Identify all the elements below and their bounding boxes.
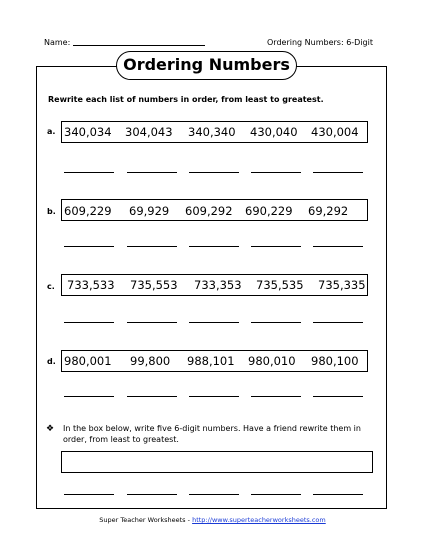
answer-line[interactable] [313,494,363,495]
answer-line[interactable] [127,322,177,323]
answer-line[interactable] [313,172,363,173]
number: 340,034 [64,125,112,139]
answer-line[interactable] [189,246,239,247]
answer-line[interactable] [189,172,239,173]
footer [0,516,425,524]
answer-line[interactable] [64,172,114,173]
answer-line[interactable] [251,494,301,495]
answer-line[interactable] [127,396,177,397]
page-title: Ordering Numbers [116,51,297,80]
number: 609,229 [64,204,112,218]
write-numbers-box[interactable] [61,451,373,473]
bonus-instructions: In the box below, write five 6-digit numbers. Have a friend rewrite them in order, from least to greatest. [63,424,361,444]
answer-line[interactable] [313,322,363,323]
answer-line[interactable] [251,246,301,247]
name-field-line[interactable] [73,45,205,46]
number: 980,010 [248,354,296,368]
number: 735,335 [318,278,366,292]
footer-site-name: Super Teacher Worksheets [99,516,186,524]
answer-line[interactable] [127,246,177,247]
number: 69,292 [308,204,349,218]
answer-line[interactable] [64,322,114,323]
number: 980,001 [64,354,112,368]
number: 99,800 [130,354,171,368]
answer-line[interactable] [313,396,363,397]
answer-line[interactable] [189,322,239,323]
number: 735,535 [256,278,304,292]
answer-line[interactable] [64,396,114,397]
number: 69,929 [129,204,170,218]
answer-line[interactable] [313,246,363,247]
answer-line[interactable] [64,246,114,247]
worksheet-title: Ordering Numbers: 6-Digit [267,38,373,47]
answer-line[interactable] [64,494,114,495]
answer-line[interactable] [251,396,301,397]
item-letter-b: b. [47,207,56,216]
number: 733,533 [67,278,115,292]
answer-line[interactable] [189,494,239,495]
answer-line[interactable] [127,172,177,173]
bullet-icon: ❖ [46,424,55,434]
answer-line[interactable] [189,396,239,397]
name-label: Name: [44,38,71,47]
item-letter-c: c. [47,282,55,291]
number: 609,292 [185,204,233,218]
answer-line[interactable] [251,172,301,173]
number: 988,101 [187,354,235,368]
number: 430,040 [250,125,298,139]
number: 733,353 [194,278,242,292]
item-letter-a: a. [47,127,56,136]
number: 735,553 [130,278,178,292]
number: 430,004 [311,125,359,139]
footer-separator: - [187,516,190,524]
item-letter-d: d. [47,357,56,366]
instructions: Rewrite each list of numbers in order, from least to greatest. [48,95,324,104]
number: 980,100 [311,354,359,368]
number: 340,340 [188,125,236,139]
footer-link[interactable]: http://www.superteacherworksheets.com [192,516,326,524]
answer-line[interactable] [127,494,177,495]
number: 304,043 [125,125,173,139]
number: 690,229 [245,204,293,218]
answer-line[interactable] [251,322,301,323]
